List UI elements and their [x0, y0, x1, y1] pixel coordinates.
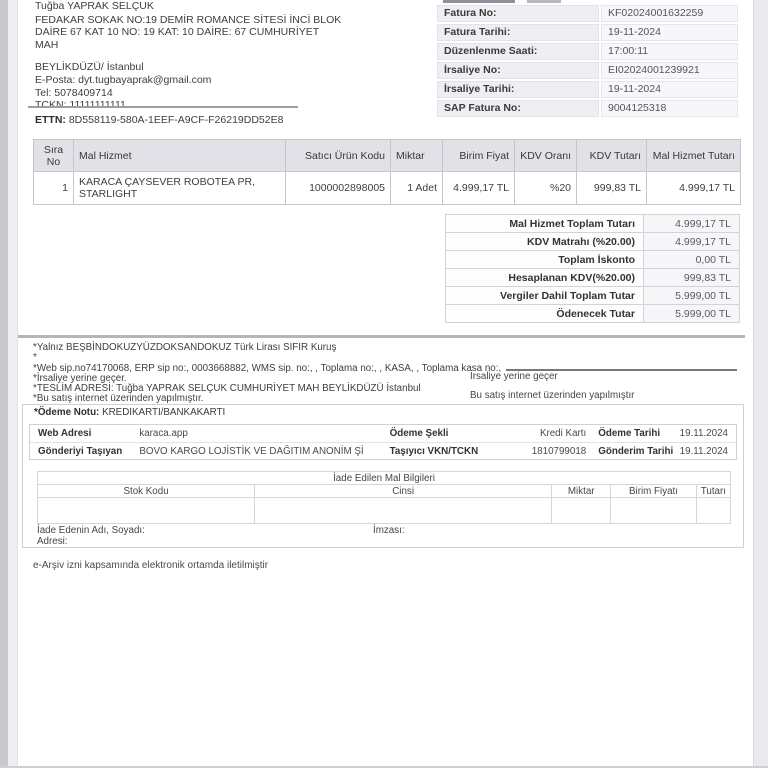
section-separator [18, 335, 745, 338]
returns-title-row [38, 472, 731, 485]
meta-table-cutoff-row [437, 0, 738, 3]
customer-name: Tuğba YAPRAK SELÇUK [35, 0, 154, 12]
item-code: 1000002898005 [286, 172, 391, 205]
returns-empty-cell [611, 498, 697, 524]
returns-empty-row [38, 498, 731, 524]
totals-row [446, 215, 740, 233]
meta-value: 19-11-2024 [601, 24, 738, 41]
customer-block [35, 0, 430, 112]
totals-label: Hesaplanan KDV(%20.00) [446, 269, 644, 287]
item-row [34, 172, 741, 205]
payment-row-2 [30, 442, 736, 459]
payment-note-value: KREDIKARTI/BANKAKARTI [102, 407, 226, 418]
item-no: 1 [34, 172, 74, 205]
totals-label: Ödenecek Tutar [446, 305, 644, 323]
totals-row [446, 305, 740, 323]
viewer-left-margin [8, 0, 18, 768]
payment-label: Ödeme Şekli [389, 428, 449, 439]
returns-col-stok-kodu: Stok Kodu [38, 485, 255, 498]
customer-address-line: DAİRE 67 KAT 10 NO: 19 KAT: 10 DAİRE: 67 CUMHURİYET [35, 26, 320, 39]
payment-value: 19.11.2024 [679, 446, 728, 457]
returns-address-label: Adresi: [37, 536, 68, 547]
returns-signature-label: İmzası: [373, 525, 405, 536]
item-vat-rate: %20 [515, 172, 577, 205]
customer-address-line: MAH [35, 38, 59, 51]
returns-empty-cell [696, 498, 730, 524]
totals-value: 999,83 TL [644, 269, 740, 287]
totals-table [445, 214, 740, 323]
totals-value: 4.999,17 TL [644, 215, 740, 233]
meta-row-irsaliye-tarihi [437, 81, 738, 98]
note-line-web-sip [33, 364, 739, 374]
payment-value: BOVO KARGO LOJİSTİK VE DAĞITIM ANONİM Şİ [139, 446, 364, 457]
returns-table [37, 471, 731, 524]
totals-label: Toplam İskonto [446, 251, 644, 269]
returns-empty-cell [552, 498, 611, 524]
returns-empty-cell [38, 498, 255, 524]
ettn-separator [28, 106, 298, 108]
ettn-label: ETTN: [35, 114, 66, 126]
item-total: 4.999,17 TL [647, 172, 741, 205]
col-header-birim-fiyat: Birim Fiyat [443, 140, 515, 172]
customer-city: BEYLİKDÜZÜ/ İstanbul [35, 61, 144, 74]
totals-label: Vergiler Dahil Toplam Tutar [446, 287, 644, 305]
totals-label: KDV Matrahı (%20.00) [446, 233, 644, 251]
payment-row-1 [30, 425, 736, 442]
meta-value: 19-11-2024 [601, 81, 738, 98]
meta-row-irsaliye-no [437, 62, 738, 79]
returns-header-row [38, 485, 731, 498]
meta-row-fatura-tarihi [437, 24, 738, 41]
meta-row-sap-fatura-no [437, 100, 738, 117]
returns-title: İade Edilen Mal Bilgileri [38, 472, 731, 485]
meta-label: SAP Fatura No: [437, 100, 599, 117]
meta-label: Fatura Tarihi: [437, 24, 599, 41]
returns-col-miktar: Miktar [552, 485, 611, 498]
totals-row [446, 233, 740, 251]
totals-row [446, 287, 740, 305]
meta-label: İrsaliye No: [437, 62, 599, 79]
ettn-row [35, 114, 283, 126]
right-note-internet-sale: Bu satış internet üzerinden yapılmıştır [470, 390, 635, 401]
totals-value: 5.999,00 TL [644, 287, 740, 305]
payment-label: Ödeme Tarihi [598, 428, 661, 439]
totals-row [446, 251, 740, 269]
payment-label: Gönderiyi Taşıyan [38, 446, 123, 457]
customer-address-line: FEDAKAR SOKAK NO:19 DEMİR ROMANCE SİTESİ İNCİ BLOK [35, 13, 342, 26]
earsiv-footer-note: e-Arşiv izni kapsamında elektronik ortamda iletilmiştir [33, 560, 269, 571]
item-qty: 1 Adet [391, 172, 443, 205]
items-header-row [34, 140, 741, 172]
right-note-irsaliye: İrsaliye yerine geçer [470, 371, 558, 382]
totals-value: 5.999,00 TL [644, 305, 740, 323]
col-header-mal-hizmet: Mal Hizmet [74, 140, 286, 172]
col-header-mal-hizmet-tutari: Mal Hizmet Tutarı [647, 140, 741, 172]
payment-note-label: *Ödeme Notu: [34, 407, 100, 418]
returns-col-birim-fiyati: Birim Fiyatı [611, 485, 697, 498]
returns-col-tutari: Tutarı [696, 485, 730, 498]
totals-value: 0,00 TL [644, 251, 740, 269]
totals-row [446, 269, 740, 287]
payment-value: 19.11.2024 [679, 428, 728, 439]
col-header-kdv-orani: KDV Oranı [515, 140, 577, 172]
col-header-miktar: Miktar [391, 140, 443, 172]
payment-value: Kredi Kartı [539, 428, 587, 439]
payment-label: Taşıyıcı VKN/TCKN [389, 446, 479, 457]
payment-returns-box [22, 404, 744, 548]
meta-value: 9004125318 [601, 100, 738, 117]
customer-phone: Tel: 5078409714 [35, 86, 113, 99]
totals-label: Mal Hizmet Toplam Tutarı [446, 215, 644, 233]
item-unit-price: 4.999,17 TL [443, 172, 515, 205]
payment-value: 1810799018 [531, 446, 587, 457]
meta-value: EI02024001239921 [601, 62, 738, 79]
totals-value: 4.999,17 TL [644, 233, 740, 251]
meta-value: 17:00:11 [601, 43, 738, 60]
note-line: *Bu satış internet üzerinden yapılmıştır. [33, 393, 204, 405]
viewer-left-edge [0, 0, 8, 768]
col-header-sira-no: Sıra No [34, 140, 74, 172]
meta-row-duzenlenme-saati [437, 43, 738, 60]
col-header-satici-urun-kodu: Satıcı Ürün Kodu [286, 140, 391, 172]
returns-col-cinsi: Cinsi [255, 485, 552, 498]
meta-label: Düzenlenme Saati: [437, 43, 599, 60]
line-items-table [33, 139, 741, 205]
payment-value: karaca.app [139, 428, 188, 439]
meta-label: Fatura No: [437, 5, 599, 22]
note-line: * [33, 352, 37, 364]
note-text: *Web sip.no74170068, ERP sip no:, 0003668882, WMS sip. no:, , Toplama no:, , KASA, , Toplama kasa no:, [33, 362, 502, 374]
payment-table [29, 424, 737, 460]
invoice-meta-table [437, 0, 738, 119]
meta-label: İrsaliye Tarihi: [437, 81, 599, 98]
col-header-kdv-tutari: KDV Tutarı [577, 140, 647, 172]
meta-value: KF02024001632259 [601, 5, 738, 22]
meta-row-fatura-no [437, 5, 738, 22]
payment-label: Web Adresi [38, 428, 92, 439]
payment-note-row [34, 407, 225, 418]
returns-empty-cell [255, 498, 552, 524]
customer-email: E-Posta: dyt.tugbayaprak@gmail.com [35, 73, 212, 86]
note-line: *TESLİM ADRESİ: Tuğba YAPRAK SELÇUK CUMHURİYET MAH BEYLİKDÜZÜ İstanbul [33, 383, 421, 395]
item-vat-amount: 999,83 TL [577, 172, 647, 205]
payment-label: Gönderim Tarihi [598, 446, 674, 457]
item-name: KARACA ÇAYSEVER ROBOTEA PR, STARLIGHT [74, 172, 286, 205]
viewer-right-margin [753, 0, 768, 768]
ettn-value: 8D558119-580A-1EEF-A9CF-F26219DD52E8 [68, 114, 284, 126]
note-line: *İrsaliye yerine geçer. [33, 372, 127, 384]
returns-name-label: İade Edenin Adı, Soyadı: [37, 525, 145, 536]
note-line: *Yalnız BEŞBİNDOKUZYÜZDOKSANDOKUZ Türk Lirası SIFIR Kuruş [33, 342, 337, 353]
